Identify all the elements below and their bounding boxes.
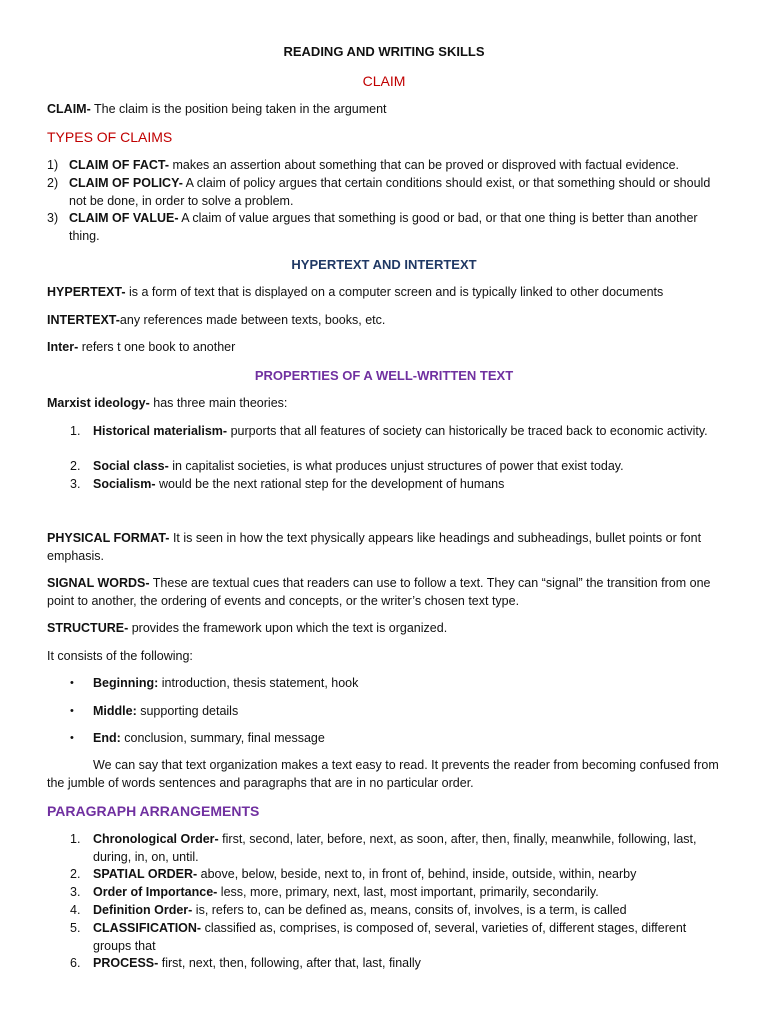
list-item-text: first, next, then, following, after that, last, finally <box>158 956 421 970</box>
list-item-text: conclusion, summary, final message <box>120 731 325 745</box>
hypertext-text: is a form of text that is displayed on a computer screen and is typically linked to other documents <box>125 285 664 299</box>
organization-paragraph: We can say that text organization makes a text easy to read. It prevents the reader from becoming confused from the jumble of words sentences and paragraphs that are in no particular order. <box>47 758 719 790</box>
list-item-term: Socialism- <box>93 477 156 491</box>
list-item-term: CLAIM OF POLICY- <box>69 176 183 190</box>
claim-term: CLAIM- <box>47 102 91 116</box>
list-item-term: Middle: <box>93 704 137 718</box>
physical-format-text: It is seen in how the text physically appears like headings and subheadings, bullet points or font emphasis. <box>47 531 702 563</box>
intertext-term: INTERTEXT- <box>47 313 120 327</box>
list-item-number: 1. <box>70 832 81 846</box>
structure <box>47 620 727 638</box>
claim-text: The claim is the position being taken in the argument <box>90 102 387 116</box>
list-item-term: Beginning: <box>93 676 159 690</box>
signal-words-term: SIGNAL WORDS- <box>47 576 150 590</box>
consists-line: It consists of the following: <box>47 649 193 663</box>
list-item-text: A claim of policy argues that certain conditions should exist, or that something should or should not be done, in order to solve a problem. <box>69 176 711 208</box>
bullet-icon: • <box>70 705 74 717</box>
list-item-number: 2) <box>47 176 59 190</box>
signal-words-text: These are textual cues that readers can use to follow a text. They can “signal” the transition from one point to another, the ordering of events and concepts, or the writer’s chosen text type. <box>47 576 711 608</box>
signal-words <box>47 575 727 610</box>
list-item-term: PROCESS- <box>93 956 159 970</box>
list-item-number: 3) <box>47 211 59 225</box>
physical-format <box>47 530 727 565</box>
list-item-term: CLAIM OF VALUE- <box>69 211 179 225</box>
list-item-term: Order of Importance- <box>93 885 218 899</box>
marxist-term: Marxist ideology- <box>47 396 150 410</box>
list-item-number: 2. <box>70 867 81 881</box>
list-item-term: End: <box>93 731 121 745</box>
marxist-ideology <box>47 395 727 413</box>
list-item-number: 3. <box>70 885 81 899</box>
intertext-text: any references made between texts, books, etc. <box>119 313 386 327</box>
list-item-number: 6. <box>70 956 81 970</box>
paragraph-arrangements-heading: PARAGRAPH ARRANGEMENTS <box>47 803 260 819</box>
list-item-term: SPATIAL ORDER- <box>93 867 198 881</box>
bullet-icon: • <box>70 732 74 744</box>
structure-term: STRUCTURE- <box>47 621 129 635</box>
list-item-text: supporting details <box>136 704 239 718</box>
list-item-text: in capitalist societies, is what produces unjust structures of power that exist today. <box>168 459 624 473</box>
types-of-claims-heading: TYPES OF CLAIMS <box>47 129 173 145</box>
list-item-term: Historical materialism- <box>93 424 228 438</box>
list-item-number: 3. <box>70 477 81 491</box>
marxist-text: has three main theories: <box>149 396 288 410</box>
list-item-term: Chronological Order- <box>93 832 219 846</box>
list-item-number: 1. <box>70 424 81 438</box>
list-item-text: is, refers to, can be defined as, means, consits of, involves, is a term, is called <box>192 903 627 917</box>
document-title: READING AND WRITING SKILLS <box>283 44 485 59</box>
claim-definition <box>47 101 727 119</box>
list-item-text: purports that all features of society can historically be traced back to economic activity. <box>227 424 708 438</box>
list-item-text: would be the next rational step for the development of humans <box>155 477 505 491</box>
claim-heading: CLAIM <box>362 73 406 89</box>
bullet-icon: • <box>70 677 74 689</box>
list-item-text: makes an assertion about something that can be proved or disproved with factual evidence. <box>169 158 680 172</box>
list-item-text: first, second, later, before, next, as soon, after, then, finally, meanwhile, following, last, during, in, on, until. <box>93 832 697 864</box>
list-item-term: Social class- <box>93 459 169 473</box>
list-item-text: less, more, primary, next, last, most important, primarily, secondarily. <box>217 885 599 899</box>
hypertext-intertext-heading: HYPERTEXT AND INTERTEXT <box>291 257 477 272</box>
physical-format-term: PHYSICAL FORMAT- <box>47 531 170 545</box>
inter-term: Inter- <box>47 340 79 354</box>
list-item-number: 2. <box>70 459 81 473</box>
list-item-term: Definition Order- <box>93 903 193 917</box>
intertext-definition <box>47 312 727 330</box>
inter-text: refers t one book to another <box>78 340 236 354</box>
list-item-term: CLASSIFICATION- <box>93 921 202 935</box>
list-item-term: CLAIM OF FACT- <box>69 158 169 172</box>
properties-heading: PROPERTIES OF A WELL-WRITTEN TEXT <box>254 368 514 383</box>
list-item-text: above, below, beside, next to, in front of, behind, inside, outside, within, nearby <box>197 867 637 881</box>
inter-definition <box>47 339 727 357</box>
hypertext-definition <box>47 284 727 302</box>
list-item-text: introduction, thesis statement, hook <box>158 676 359 690</box>
list-item-number: 4. <box>70 903 81 917</box>
list-item-number: 1) <box>47 158 59 172</box>
list-item-text: classified as, comprises, is composed of, several, varieties of, different stages, different groups that <box>93 921 687 953</box>
hypertext-term: HYPERTEXT- <box>47 285 126 299</box>
list-item-number: 5. <box>70 921 81 935</box>
structure-text: provides the framework upon which the text is organized. <box>128 621 448 635</box>
list-item-text: A claim of value argues that something is good or bad, or that one thing is better than another thing. <box>69 211 698 243</box>
